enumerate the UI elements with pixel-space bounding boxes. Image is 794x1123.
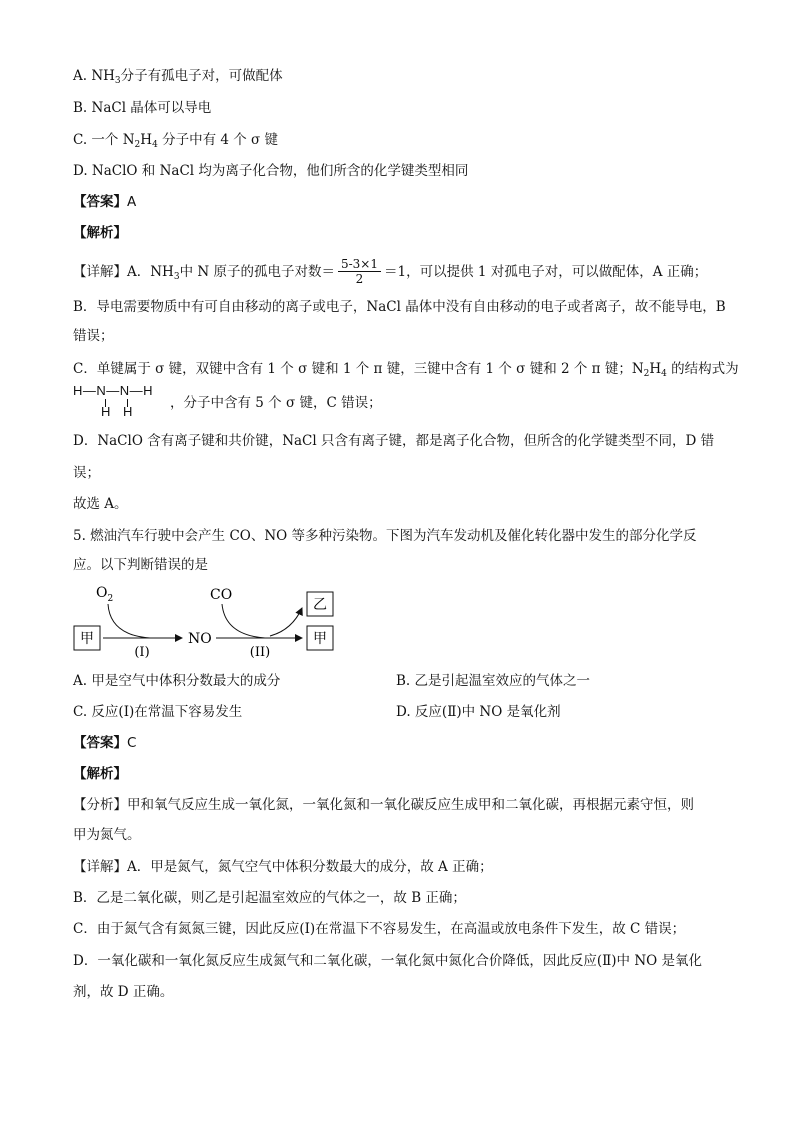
q5-detail-c: C．由于氮气含有氮氮三键，因此反应(Ⅰ)在常温下不容易发生，在高温或放电条件下发生，故 C 错误； <box>73 921 686 937</box>
q4-detail-b1: B．导电需要物质中有可自由移动的离子或电子，NaCl 晶体中没有自由移动的电子或者离子，故不能导电，B <box>73 299 726 315</box>
co-label: CO <box>210 587 233 603</box>
fraction: $\frac{5-3\times 1}{2}$ <box>338 257 381 286</box>
q5-answer <box>73 733 136 753</box>
q4-option-a: A. $NH_3$分子有孤电子对，可做配体 <box>73 68 283 86</box>
q4-conclusion: 故选 A。 <box>73 496 128 512</box>
q5-detail-d2: 剂，故 D 正确。 <box>73 984 174 1000</box>
q5-detail-d1: D．一氧化碳和一氧化氮反应生成氮气和二氧化碳，一氧化氮中氮化合价降低，因此反应(Ⅱ)中 NO 是氧化 <box>73 953 702 969</box>
q4-detail-c1: C．单键属于 σ 键，双键中含有 1 个 σ 键和 1 个 π 键，三键中含有 1 个 σ 键和 2 个 π 键；$N_2H_4$ 的结构式为 <box>73 361 739 379</box>
o2-arrow-curve <box>108 604 150 638</box>
q5-option-d: D. 反应(Ⅱ)中 NO 是氧化剂 <box>396 704 561 720</box>
q5-stem-2: 应。以下判断错误的是 <box>73 557 208 573</box>
box-jia-right-label: 甲 <box>313 631 327 647</box>
answer-value: C <box>127 735 137 751</box>
q5-analysis-2: 甲为氮气。 <box>73 827 141 843</box>
q5-option-c: C. 反应(Ⅰ)在常温下容易发生 <box>73 704 243 720</box>
n2h4-structure <box>73 382 163 422</box>
o2-label: $O_2$ <box>96 585 114 604</box>
q4-detail-d2: 误； <box>73 465 100 481</box>
q4-detail-a: 【详解】A．$NH_3$中 N 原子的孤电子对数＝ $\frac{5-3\times 1}{2}$ ＝1，可以提供 1 对孤电子对，可以做配体，A 正确； <box>73 257 708 286</box>
arrow-to-yi <box>270 608 302 636</box>
structure-h2: H <box>123 404 133 419</box>
q4-answer <box>73 192 136 212</box>
co-arrow-curve <box>222 604 265 638</box>
q4-option-b: B. NaCl 晶体可以导电 <box>73 100 212 116</box>
no-label: NO <box>188 631 212 647</box>
answer-label: 【答案】 <box>73 194 127 210</box>
q5-option-b: B. 乙是引起温室效应的气体之一 <box>396 673 591 689</box>
q4-detail-c2: ，分子中含有 5 个 σ 键，C 错误； <box>170 395 382 411</box>
q5-stem-1: 5. 燃油汽车行驶中会产生 CO、NO 等多种污染物。下图为汽车发动机及催化转化器中发生的部分化学反 <box>73 528 697 544</box>
q5-detail-b: B．乙是二氧化碳，则乙是引起温室效应的气体之一，故 B 正确； <box>73 890 466 906</box>
structure-h1: H <box>101 404 111 419</box>
step-ii-label: (II) <box>249 645 271 660</box>
q4-detail-d1: D．NaClO 含有离子键和共价键，NaCl 只含有离子键，都是离子化合物，但所含的化学键类型不同，D 错 <box>73 433 715 449</box>
q5-analysis-label: 【解析】 <box>73 766 127 782</box>
q4-analysis-label: 【解析】 <box>73 225 127 241</box>
structure-top-row: H—N—N—H <box>73 383 154 398</box>
box-yi-label: 乙 <box>313 597 327 613</box>
answer-value: A <box>127 194 137 210</box>
q4-option-d: D. NaClO 和 NaCl 均为离子化合物，他们所含的化学键类型相同 <box>73 163 469 179</box>
q5-detail-a: 【详解】A．甲是氮气，氮气空气中体积分数最大的成分，故 A 正确； <box>73 859 493 875</box>
step-i-label: (I) <box>134 645 150 660</box>
q4-option-c: C. 一个 $N_2H_4$ 分子中有 4 个 σ 键 <box>73 132 279 150</box>
q5-analysis-1: 【分析】甲和氧气反应生成一氧化氮，一氧化氮和一氧化碳反应生成甲和二氧化碳，再根据元素守恒，则 <box>73 797 694 813</box>
q4-detail-b2: 错误； <box>73 328 114 344</box>
box-jia-left-label: 甲 <box>80 631 94 647</box>
reaction-diagram <box>70 580 350 662</box>
answer-label: 【答案】 <box>73 735 127 751</box>
q5-option-a: A. 甲是空气中体积分数最大的成分 <box>73 673 281 689</box>
